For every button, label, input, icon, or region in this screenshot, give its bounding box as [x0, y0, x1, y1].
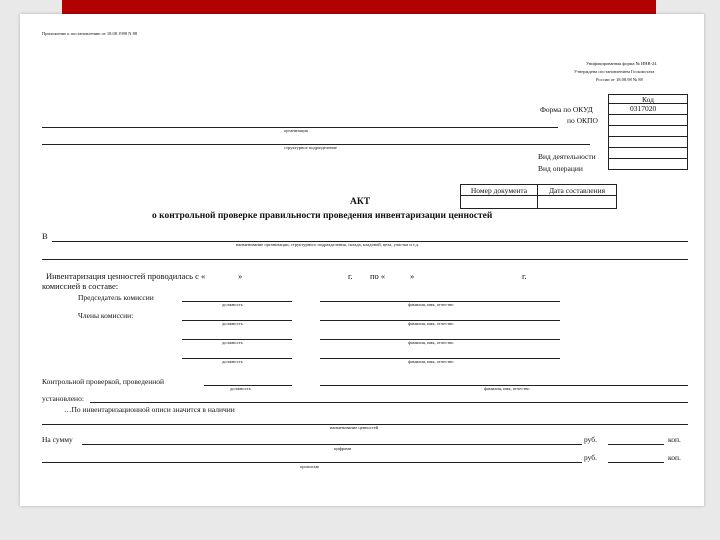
digits-caption: цифрами [334, 446, 352, 451]
form-unified-note: Унифицированная форма № ИНВ-24 [586, 61, 657, 66]
chairman-label: Председатель комиссии [78, 293, 154, 302]
member1-position-caption: должность [222, 321, 243, 326]
form-date-note: России от 18.08.98 № 88 [596, 77, 643, 82]
sum-label: На сумму [42, 435, 73, 444]
kop-line [608, 444, 664, 445]
year-label: г. [348, 271, 353, 281]
inventory-list-text: …По инвентаризационной описи значится в наличии [64, 405, 235, 414]
rub-label: руб. [584, 435, 597, 444]
v-caption: наименование организации, структурного подразделения, склада, кладовой, цеха, участка и т.д. [236, 242, 420, 247]
okpo-label: по ОКПО [567, 116, 598, 125]
chairman-position-caption: должность [222, 302, 243, 307]
operation-code-cell [608, 158, 688, 170]
document-page [20, 14, 704, 506]
member3-fio-caption: фамилия, имя, отчество [408, 359, 454, 364]
doc-date-header: Дата составления [537, 184, 617, 196]
activity-label: Вид деятельности [538, 152, 596, 161]
top-note: Приложение к постановлению от 18.08.1998 N 88 [42, 31, 138, 36]
member2-position-caption: должность [222, 340, 243, 345]
okud-label: Форма по ОКУД [540, 105, 593, 114]
doc-number-cell [460, 195, 538, 209]
act-subtitle: о контрольной проверке правильности проведения инвентаризации ценностей [152, 211, 493, 221]
kop-line-2 [608, 462, 664, 463]
po-label: по « [370, 271, 386, 281]
code-header-cell: Код [608, 94, 688, 104]
kop-label-2: коп. [668, 453, 681, 462]
control-fio-caption: фамилия, имя, отчество [484, 386, 530, 391]
member3-position-caption: должность [222, 359, 243, 364]
rub-label-2: руб. [584, 453, 597, 462]
v-label: В [42, 231, 48, 241]
control-text: Контрольной проверкой, проведенной [42, 377, 165, 386]
doc-number-header: Номер документа [460, 184, 538, 196]
established-line [90, 402, 688, 403]
act-title: АКТ [350, 197, 371, 207]
inventory-text: Инвентаризация ценностей проводилась с « [46, 271, 206, 281]
quote-close: » [238, 271, 243, 281]
kop-label: коп. [668, 435, 681, 444]
okud-value: 0317020 [630, 104, 657, 113]
established-text: установлено: [42, 394, 84, 403]
member2-fio-caption: фамилия, имя, отчество [408, 340, 454, 345]
member1-fio-caption: фамилия, имя, отчество [408, 321, 454, 326]
sum-digits-line [82, 444, 582, 445]
chairman-fio-caption: фамилия, имя, отчество [408, 302, 454, 307]
year-label-2: г. [522, 271, 527, 281]
form-approved-note: Утверждена постановлением Госкомстата [574, 69, 655, 74]
members-label: Члены комиссии: [78, 311, 134, 320]
control-position-caption: должность [230, 386, 251, 391]
name-caption: наименование ценностей [330, 425, 379, 430]
doc-date-cell [537, 195, 617, 209]
sum-words-line [42, 462, 582, 463]
v-second-line [42, 259, 688, 260]
quote-close-2: » [410, 271, 415, 281]
operation-label: Вид операции [538, 164, 583, 173]
unit-caption: структурное подразделение [284, 145, 337, 150]
commission-text: комиссией в составе: [42, 281, 119, 291]
org-caption: организация [284, 128, 308, 133]
words-caption: прописью [300, 464, 320, 469]
